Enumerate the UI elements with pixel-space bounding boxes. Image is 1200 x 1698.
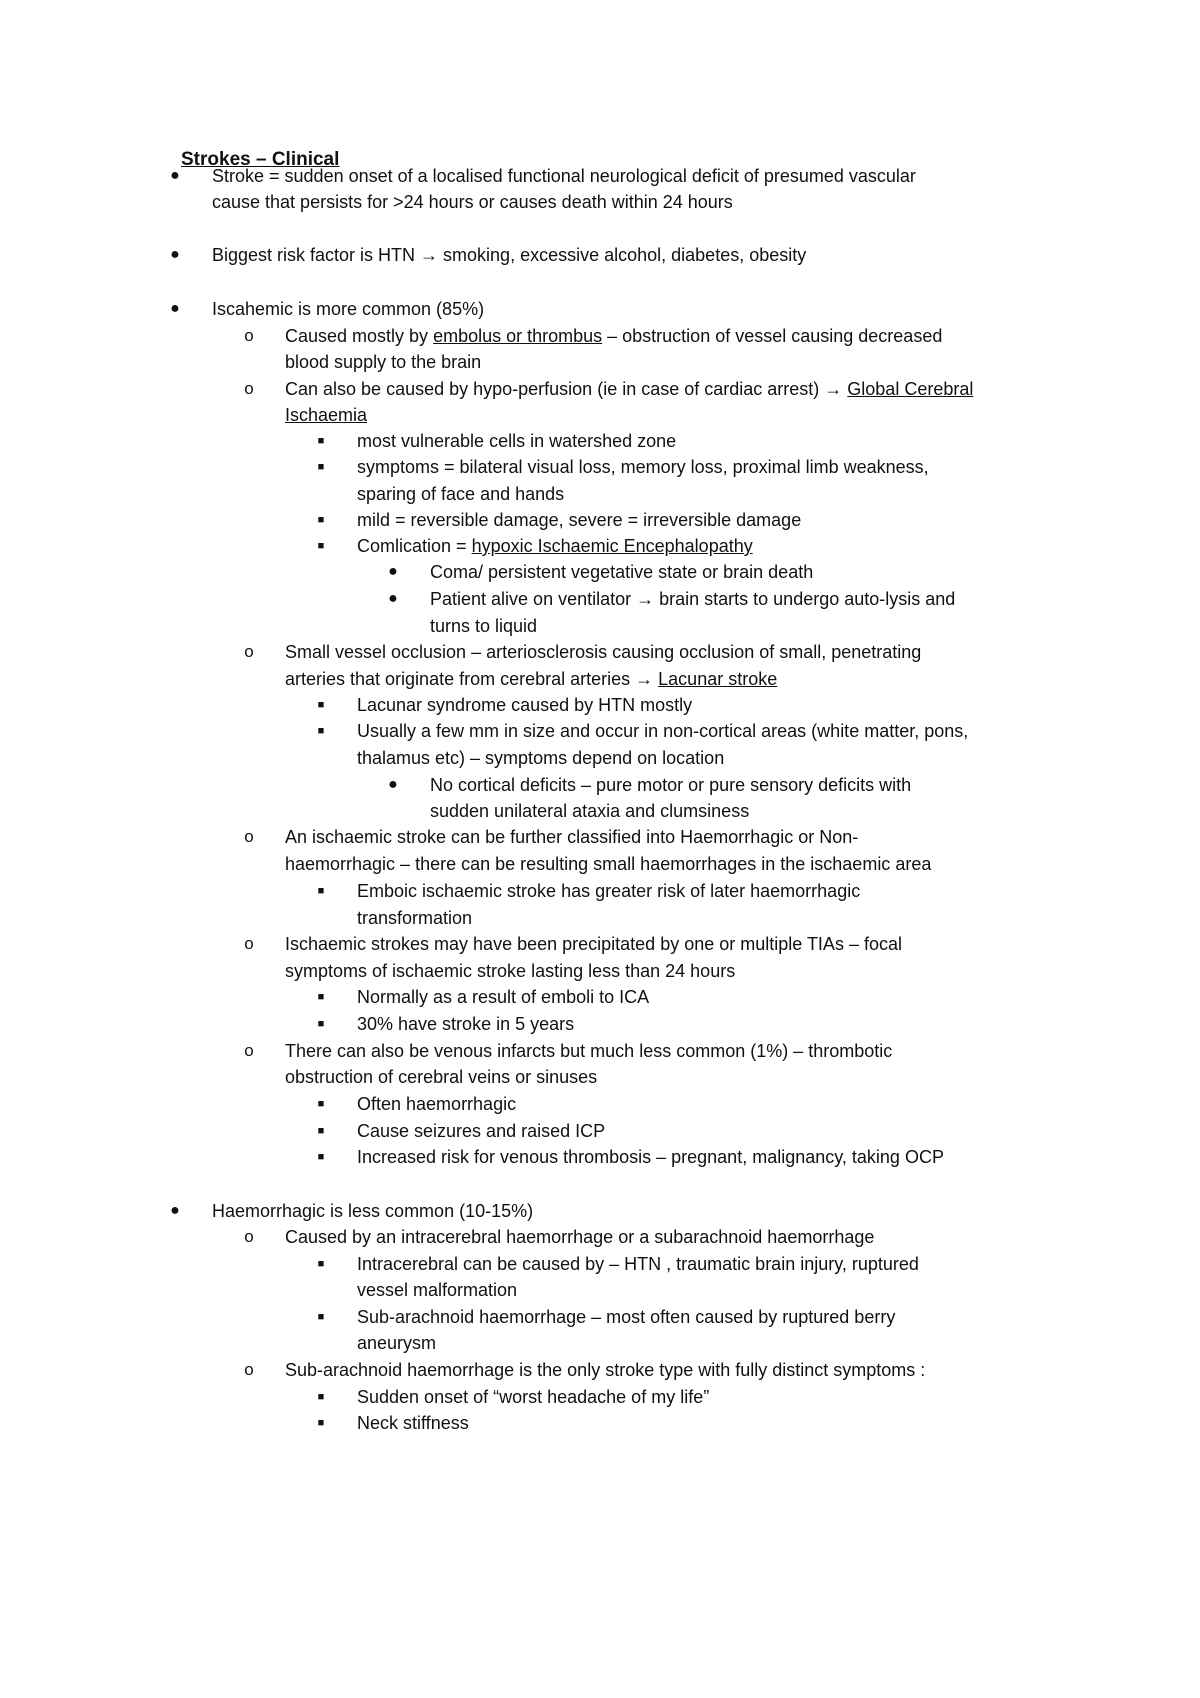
line-text: Can also be caused by hypo-perfusion (ie in case of cardiac arrest) → (285, 379, 848, 399)
line-text: Haemorrhagic is less common (10-15%) (212, 1201, 534, 1221)
note-line-level-2 (285, 932, 902, 956)
line-text: – obstruction of vessel causing decreased (602, 326, 943, 346)
note-line-level-3 (357, 534, 753, 558)
note-line-level-3 (357, 879, 860, 903)
bullet-marker-level-3: ■ (317, 885, 325, 897)
bullet-marker-level-2: o (244, 1360, 254, 1379)
line-text: Sudden onset of “worst headache of my life” (357, 1387, 710, 1407)
line-text: symptoms = bilateral visual loss, memory loss, proximal limb weakness, (357, 457, 929, 477)
note-line-level-2 (285, 1225, 874, 1249)
bullet-marker-level-3: ■ (317, 1391, 325, 1403)
bullet-marker-level-1: ● (170, 167, 180, 184)
line-text: Lacunar syndrome caused by HTN mostly (357, 695, 693, 715)
note-line-level-3 (357, 1331, 436, 1355)
underlined-term: hypoxic Ischaemic Encephalopathy (471, 536, 753, 556)
bullet-marker-level-2: o (244, 934, 254, 953)
line-text: sparing of face and hands (357, 484, 565, 504)
note-line-level-3 (357, 746, 724, 770)
line-text: symptoms of ischaemic stroke lasting less than 24 hours (285, 961, 736, 981)
line-text: obstruction of cerebral veins or sinuses (285, 1067, 598, 1087)
bullet-marker-level-1: ● (170, 246, 180, 263)
line-text: Small vessel occlusion – arteriosclerosis causing occlusion of small, penetrating (285, 642, 922, 662)
line-text: Usually a few mm in size and occur in non-cortical areas (white matter, pons, (357, 721, 969, 741)
underlined-term: Global Cerebral (847, 379, 974, 399)
line-text: Iscahemic is more common (85%) (212, 299, 485, 319)
line-text: There can also be venous infarcts but much less common (1%) – thrombotic (285, 1041, 893, 1061)
note-line-level-2 (285, 959, 735, 983)
note-line-level-2 (285, 350, 481, 374)
line-text: most vulnerable cells in watershed zone (357, 431, 677, 451)
note-line-level-3 (357, 1305, 895, 1329)
bullet-marker-level-2: o (244, 642, 254, 661)
line-text: Caused by an intracerebral haemorrhage or a subarachnoid haemorrhage (285, 1227, 875, 1247)
bullet-marker-level-1: ● (170, 300, 180, 317)
note-line-level-1 (212, 190, 733, 214)
note-line-level-3 (357, 1012, 574, 1036)
bullet-marker-level-3: ■ (317, 514, 325, 526)
line-text: Comlication = (357, 536, 472, 556)
line-text: Patient alive on ventilator → brain starts to undergo auto-lysis and (430, 589, 956, 609)
bullet-marker-level-3: ■ (317, 725, 325, 737)
note-line-level-2 (285, 377, 973, 401)
note-line-level-2 (285, 403, 367, 427)
line-text: Increased risk for venous thrombosis – pregnant, malignancy, taking OCP (357, 1147, 944, 1167)
line-text: aneurysm (357, 1333, 437, 1353)
line-text: sudden unilateral ataxia and clumsiness (430, 801, 750, 821)
line-text: transformation (357, 908, 473, 928)
line-text: No cortical deficits – pure motor or pure sensory deficits with (430, 775, 912, 795)
note-line-level-3 (357, 1092, 516, 1116)
note-line-level-3 (357, 455, 929, 479)
line-text: Ischaemic strokes may have been precipitated by one or multiple TIAs – focal (285, 934, 902, 954)
note-line-level-1 (212, 1199, 533, 1223)
note-line-level-3 (357, 693, 692, 717)
bullet-marker-level-3: ■ (317, 1098, 325, 1110)
bullet-marker-level-2: o (244, 326, 254, 345)
note-line-level-2 (285, 825, 858, 849)
note-line-level-3 (357, 508, 801, 532)
line-text: An ischaemic stroke can be further classified into Haemorrhagic or Non- (285, 827, 859, 847)
note-line-level-3 (357, 906, 472, 930)
note-line-level-1 (212, 243, 806, 267)
underlined-term: embolus or thrombus (433, 326, 603, 346)
line-text: Intracerebral can be caused by – HTN , traumatic brain injury, ruptured (357, 1254, 919, 1274)
note-line-level-4 (430, 560, 813, 584)
line-text: Biggest risk factor is HTN → smoking, excessive alcohol, diabetes, obesity (212, 245, 807, 265)
line-text: Sub-arachnoid haemorrhage – most often caused by ruptured berry (357, 1307, 896, 1327)
bullet-marker-level-2: o (244, 1041, 254, 1060)
note-line-level-3 (357, 719, 968, 743)
note-line-level-4 (430, 799, 749, 823)
bullet-marker-level-3: ■ (317, 991, 325, 1003)
bullet-marker-level-3: ■ (317, 1258, 325, 1270)
line-text: vessel malformation (357, 1280, 518, 1300)
bullet-marker-level-3: ■ (317, 1018, 325, 1030)
underlined-term: Lacunar stroke (658, 669, 778, 689)
line-text: 30% have stroke in 5 years (357, 1014, 575, 1034)
bullet-marker-level-2: o (244, 379, 254, 398)
bullet-marker-level-3: ■ (317, 1417, 325, 1429)
note-line-level-4 (430, 614, 537, 638)
note-line-level-2 (285, 324, 942, 348)
note-line-level-1 (212, 297, 484, 321)
line-text: turns to liquid (430, 616, 538, 636)
bullet-marker-level-2: o (244, 827, 254, 846)
note-line-level-2 (285, 1358, 925, 1382)
bullet-marker-level-3: ■ (317, 1151, 325, 1163)
bullet-marker-level-3: ■ (317, 1311, 325, 1323)
note-line-level-3 (357, 1278, 517, 1302)
note-line-level-3 (357, 1119, 605, 1143)
line-text: haemorrhagic – there can be resulting small haemorrhages in the ischaemic area (285, 854, 932, 874)
bullet-marker-level-3: ■ (317, 699, 325, 711)
line-text: Caused mostly by (285, 326, 434, 346)
line-text: thalamus etc) – symptoms depend on location (357, 748, 725, 768)
note-line-level-3 (357, 985, 649, 1009)
note-line-level-3 (357, 1252, 919, 1276)
bullet-marker-level-4: ● (388, 776, 398, 793)
note-line-level-4 (430, 773, 911, 797)
bullet-marker-level-3: ■ (317, 1125, 325, 1137)
page-title: Strokes – Clinical (181, 149, 340, 170)
line-text: mild = reversible damage, severe = irreversible damage (357, 510, 802, 530)
bullet-marker-level-4: ● (388, 563, 398, 580)
note-line-level-3 (357, 429, 676, 453)
underlined-term: Ischaemia (285, 405, 368, 425)
bullet-marker-level-3: ■ (317, 461, 325, 473)
bullet-marker-level-1: ● (170, 1202, 180, 1219)
line-text: Often haemorrhagic (357, 1094, 517, 1114)
bullet-marker-level-2: o (244, 1227, 254, 1246)
note-line-level-1 (212, 164, 916, 188)
note-line-level-3 (357, 1385, 709, 1409)
note-line-level-3 (357, 482, 564, 506)
bullet-marker-level-3: ■ (317, 540, 325, 552)
note-line-level-2 (285, 1039, 892, 1063)
note-line-level-3 (357, 1145, 944, 1169)
note-line-level-2 (285, 852, 931, 876)
line-text: Emboic ischaemic stroke has greater risk of later haemorrhagic (357, 881, 861, 901)
line-text: Stroke = sudden onset of a localised functional neurological deficit of presumed vascular (212, 166, 916, 186)
note-line-level-2 (285, 667, 777, 691)
line-text: Normally as a result of emboli to ICA (357, 987, 650, 1007)
note-line-level-2 (285, 1065, 597, 1089)
line-text: blood supply to the brain (285, 352, 482, 372)
line-text: arteries that originate from cerebral arteries → (285, 669, 659, 689)
bullet-marker-level-4: ● (388, 590, 398, 607)
note-line-level-4 (430, 587, 955, 611)
bullet-marker-level-3: ■ (317, 435, 325, 447)
line-text: Coma/ persistent vegetative state or brain death (430, 562, 814, 582)
line-text: Neck stiffness (357, 1413, 469, 1433)
line-text: cause that persists for >24 hours or causes death within 24 hours (212, 192, 733, 212)
note-line-level-3 (357, 1411, 469, 1435)
line-text: Sub-arachnoid haemorrhage is the only stroke type with fully distinct symptoms : (285, 1360, 926, 1380)
line-text: Cause seizures and raised ICP (357, 1121, 606, 1141)
note-line-level-2 (285, 640, 921, 664)
